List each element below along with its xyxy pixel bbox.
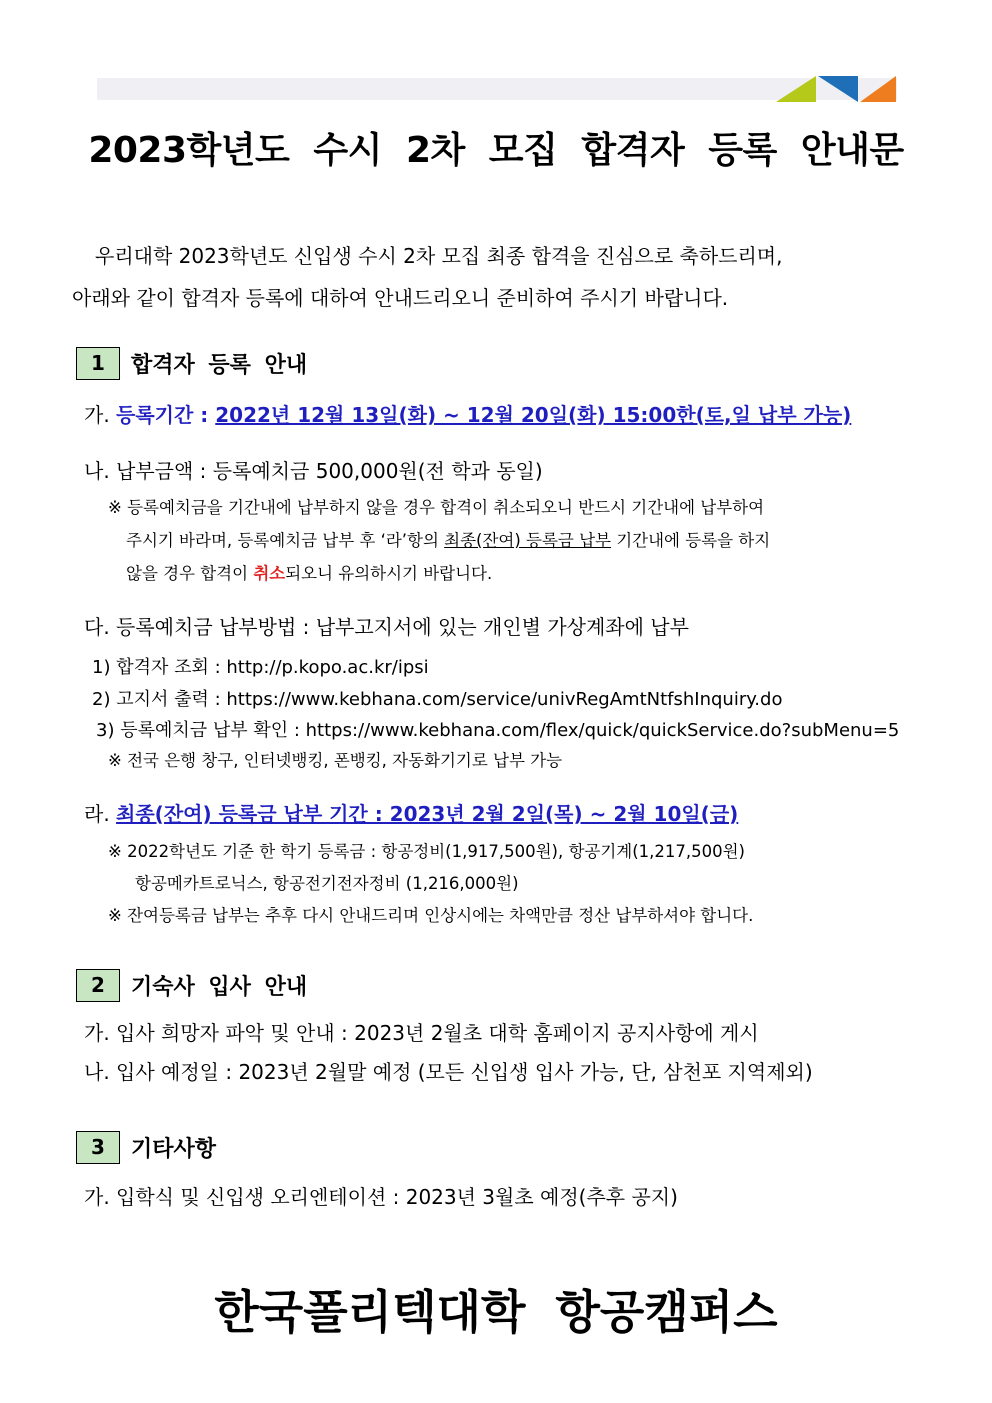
section-2-title: 기숙사 입사 안내: [131, 975, 308, 1000]
section-3-number: 3: [76, 1131, 120, 1164]
intro-line-1: 우리대학 2023학년도 신입생 수시 2차 모집 최종 합격을 진심으로 축하드리며,: [95, 244, 783, 268]
footer-institution: 한국폴리텍대학 항공캠퍼스: [214, 1285, 778, 1339]
section-1-da-note: ※ 전국 은행 창구, 인터넷뱅킹, 폰뱅킹, 자동화기기로 납부 가능: [108, 751, 563, 770]
section-1-da-1: 1) 합격자 조회 : http://p.kopo.ac.kr/ipsi: [92, 657, 429, 678]
na-note-2-underline: 최종(잔여) 등록금 납부: [444, 531, 611, 550]
section-1-ga: [84, 399, 851, 428]
na-note-3-cancel: 취소: [253, 564, 286, 583]
section-1-da: 다. 등록예치금 납부방법 : 납부고지서에 있는 개인별 가상계좌에 납부: [84, 615, 689, 639]
section-1-na: 나. 납부금액 : 등록예치금 500,000원(전 학과 동일): [84, 459, 543, 483]
ga-label: 등록기간 :: [116, 403, 216, 427]
section-1-na-note-2: [126, 527, 770, 551]
na-note-2-text-b: 기간내에 등록을 하지: [611, 531, 771, 550]
section-1-ra-note-2: 항공메카트로닉스, 항공전기전자정비 (1,216,000원): [135, 874, 519, 893]
na-note-3-text-a: 않을 경우 합격이: [126, 564, 254, 583]
page-title: 2023학년도 수시 2차 모집 합격자 등록 안내문: [88, 130, 904, 171]
section-1-na-note-1: ※ 등록예치금을 기간내에 납부하지 않을 경우 합격이 취소되오니 반드시 기간내에 납부하여: [108, 498, 765, 517]
section-2-ga: 가. 입사 희망자 파악 및 안내 : 2023년 2월초 대학 홈페이지 공지사항에 게시: [84, 1021, 759, 1045]
ga-prefix: 가.: [84, 403, 117, 427]
header-decoration-icon: [776, 76, 896, 102]
intro-line-2: 아래와 같이 합격자 등록에 대하여 안내드리오니 준비하여 주시기 바랍니다.: [72, 286, 729, 310]
section-1-ra-note-1: ※ 2022학년도 기준 한 학기 등록금 : 항공정비(1,917,500원), 항공기계(1,217,500원): [108, 842, 745, 861]
section-1-da-3: 3) 등록예치금 납부 확인 : https://www.kebhana.com/flex/quick/quickService.do?subMenu=5: [96, 720, 900, 741]
section-1-ra: [84, 798, 738, 827]
section-3-ga: 가. 입학식 및 신입생 오리엔테이션 : 2023년 3월초 예정(추후 공지): [84, 1185, 678, 1209]
ga-period: 2022년 12월 13일(화) ~ 12월 20일(화) 15:00한(토,일 납부 가능): [215, 403, 852, 427]
section-1-na-note-3: [126, 560, 492, 584]
section-1-title: 합격자 등록 안내: [131, 353, 308, 378]
section-1-ra-note-3: ※ 잔여등록금 납부는 추후 다시 안내드리며 인상시에는 차액만큼 정산 납부하셔야 합니다.: [108, 906, 754, 925]
na-note-2-text-a: 주시기 바라며, 등록예치금 납부 후 ‘라’항의: [126, 531, 445, 550]
section-2-na: 나. 입사 예정일 : 2023년 2월말 예정 (모든 신입생 입사 가능, 단, 삼천포 지역제외): [84, 1060, 813, 1084]
section-3-title: 기타사항: [131, 1137, 217, 1162]
section-2-number: 2: [76, 969, 120, 1002]
section-1-number: 1: [76, 347, 120, 380]
na-note-3-text-b: 되오니 유의하시기 바랍니다.: [285, 564, 493, 583]
ra-prefix: 라.: [84, 802, 117, 826]
section-1-da-2: 2) 고지서 출력 : https://www.kebhana.com/service/univRegAmtNtfshInquiry.do: [92, 689, 783, 710]
ra-period: 최종(잔여) 등록금 납부 기간 : 2023년 2월 2일(목) ~ 2월 10일(금): [116, 802, 739, 826]
